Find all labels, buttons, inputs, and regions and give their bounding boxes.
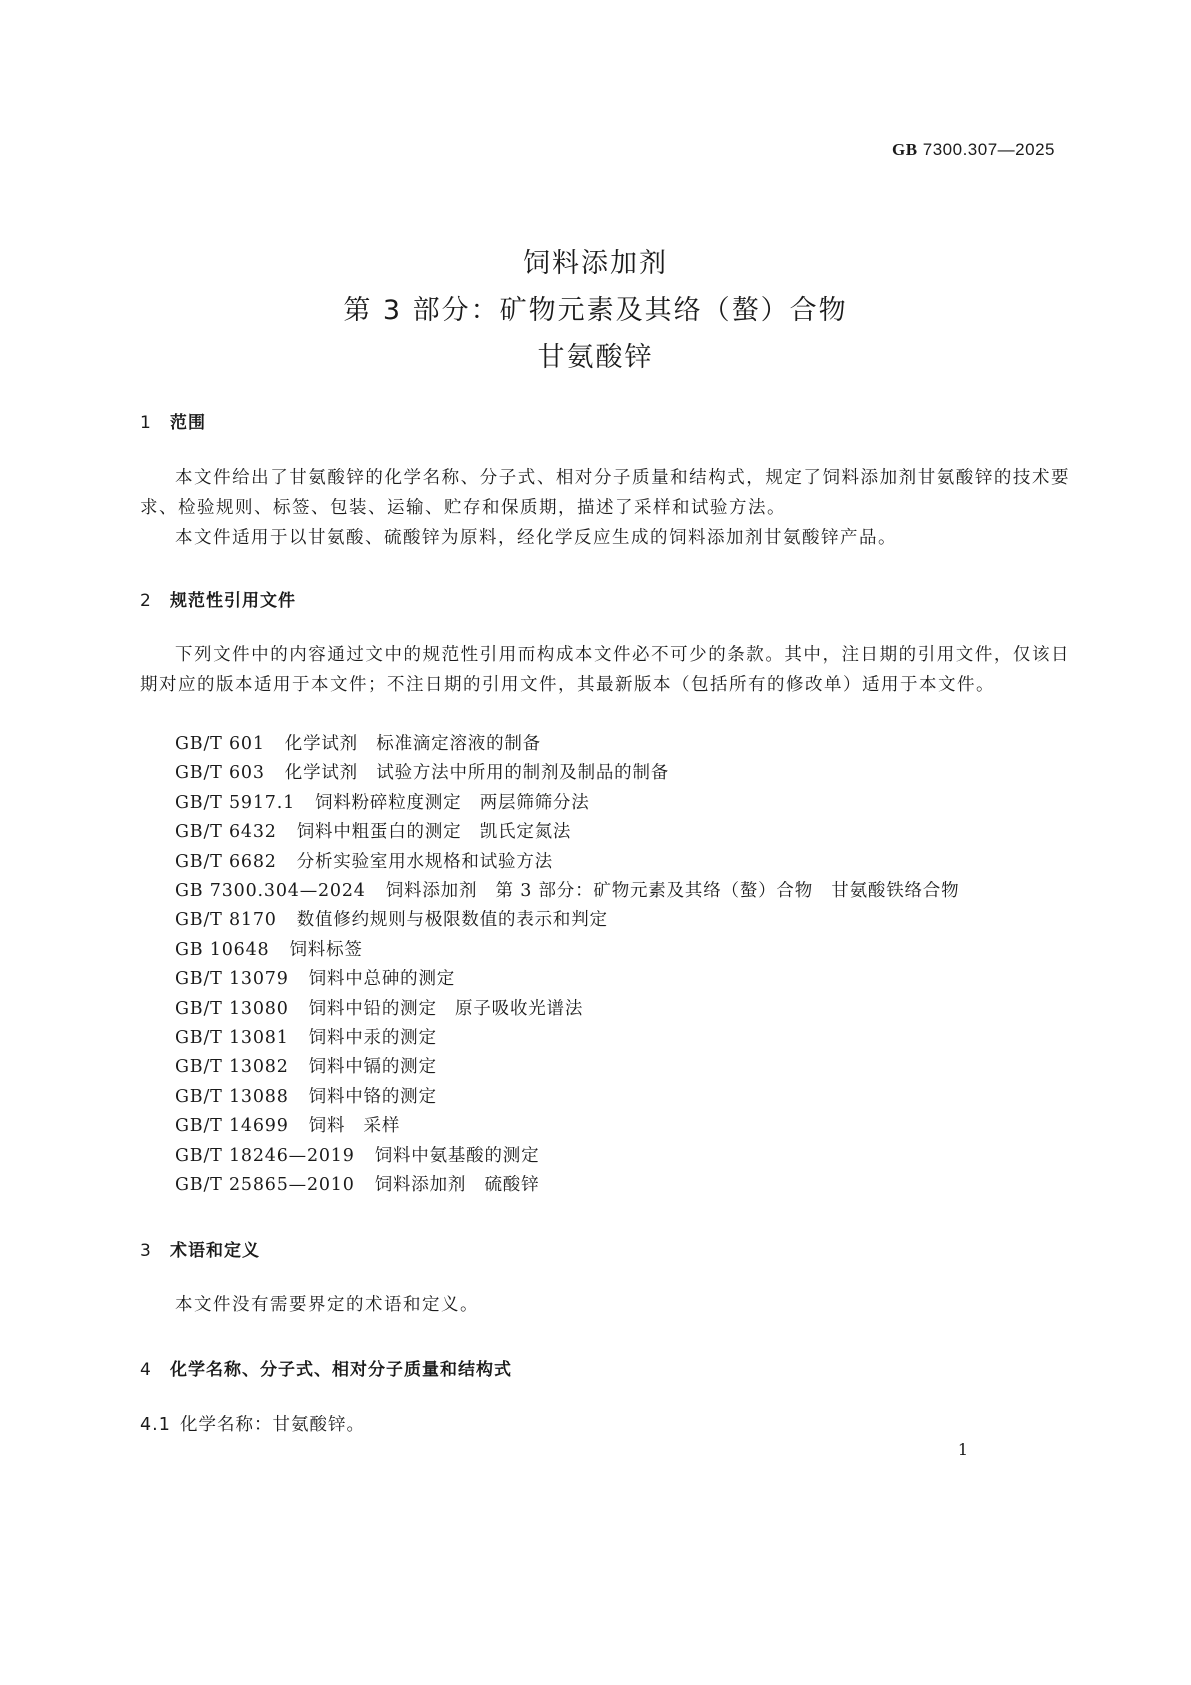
- terms-paragraph: 本文件没有需要界定的术语和定义。: [175, 1295, 479, 1315]
- reference-code: GB/T 6432: [175, 822, 277, 843]
- reference-title: 饲料添加剂 第 3 部分：矿物元素及其络（螯）合物 甘氨酸铁络合物: [385, 881, 960, 902]
- section-number: 3: [140, 1241, 152, 1261]
- reference-item: [175, 965, 959, 994]
- reference-item: [175, 759, 959, 788]
- reference-item: [175, 1024, 959, 1053]
- reference-item: [175, 1083, 959, 1112]
- page-number: 1: [957, 1440, 968, 1459]
- reference-item: [175, 1053, 959, 1082]
- reference-code: GB/T 13080: [175, 998, 289, 1019]
- reference-item: [175, 906, 959, 935]
- section-2-heading: [140, 586, 296, 611]
- standard-prefix: GB: [891, 140, 918, 159]
- reference-code: GB 10648: [175, 939, 270, 960]
- section-number: 4: [140, 1360, 152, 1380]
- standard-number: [892, 140, 1055, 160]
- reference-title: 数值修约规则与极限数值的表示和判定: [296, 910, 608, 931]
- reference-title: 饲料粉碎粒度测定 两层筛筛分法: [315, 792, 590, 813]
- reference-item: [175, 848, 959, 877]
- reference-title: 分析实验室用水规格和试验方法: [296, 851, 553, 872]
- reference-item: [175, 818, 959, 847]
- reference-item: [175, 995, 959, 1024]
- reference-title: 化学试剂 试验方法中所用的制剂及制品的制备: [284, 763, 670, 784]
- reference-code: GB/T 13088: [175, 1086, 289, 1107]
- reference-title: 饲料中汞的测定: [308, 1028, 437, 1049]
- title-line-1: 饲料添加剂: [523, 248, 668, 279]
- reference-title: 饲料中总砷的测定: [308, 969, 456, 990]
- reference-item: [175, 877, 959, 906]
- scope-paragraph-2: 本文件适用于以甘氨酸、硫酸锌为原料，经化学反应生成的饲料添加剂甘氨酸锌产品。: [175, 528, 897, 548]
- title-line-2: 第 3 部分：矿物元素及其络（螯）合物: [343, 295, 848, 326]
- document-title: [0, 240, 1191, 381]
- reference-title: 化学试剂 标准滴定溶液的制备: [284, 734, 541, 754]
- reference-title: 饲料中镉的测定: [308, 1057, 437, 1078]
- section-title: 范围: [170, 413, 206, 433]
- reference-code: GB/T 5917.1: [175, 792, 296, 813]
- reference-item: [175, 789, 959, 818]
- reference-code: GB/T 603: [175, 763, 265, 784]
- section-1-heading: [140, 408, 206, 433]
- reference-code: GB/T 14699: [175, 1116, 289, 1137]
- reference-code: GB/T 601: [175, 734, 265, 754]
- reference-code: GB/T 25865—2010: [175, 1175, 355, 1196]
- reference-code: GB/T 18246—2019: [175, 1145, 355, 1166]
- reference-title: 饲料中铅的测定 原子吸收光谱法: [308, 998, 584, 1019]
- scope-paragraph-1: 本文件给出了甘氨酸锌的化学名称、分子式、相对分子质量和结构式，规定了饲料添加剂甘氨酸锌的技术要求、检验规则、标签、包装、运输、贮存和保质期，描述了采样和试验方法。: [140, 468, 1070, 518]
- section-number: 2: [140, 591, 152, 611]
- reference-code: GB/T 13079: [175, 969, 289, 990]
- reference-item: [175, 1142, 959, 1171]
- reference-title: 饲料标签: [289, 939, 363, 960]
- reference-title: 饲料中粗蛋白的测定 凯氏定氮法: [296, 822, 572, 843]
- reference-item: [175, 1112, 959, 1141]
- reference-code: GB 7300.304—2024: [175, 881, 366, 902]
- reference-list: [175, 730, 959, 1201]
- section-title: 术语和定义: [170, 1241, 260, 1261]
- clause-4-1: [140, 1411, 365, 1436]
- section-title: 化学名称、分子式、相对分子质量和结构式: [170, 1360, 512, 1380]
- section-3-heading: [140, 1236, 260, 1261]
- reference-item: [175, 730, 959, 759]
- standard-code: 7300.307—2025: [922, 140, 1055, 159]
- clause-number: 4.1: [140, 1415, 171, 1435]
- reference-title: 饲料中铬的测定: [308, 1086, 437, 1107]
- clause-text: 化学名称：甘氨酸锌。: [180, 1415, 365, 1435]
- title-line-3: 甘氨酸锌: [537, 342, 654, 373]
- section-4-heading: [140, 1355, 512, 1380]
- reference-title: 饲料中氨基酸的测定: [374, 1145, 540, 1166]
- section-number: 1: [140, 413, 152, 433]
- normative-refs-intro: 下列文件中的内容通过文中的规范性引用而构成本文件必不可少的条款。其中，注日期的引用文件，仅该日期对应的版本适用于本文件；不注日期的引用文件，其最新版本（包括所有的修改单）适用于本文件。: [140, 645, 1070, 695]
- reference-item: [175, 936, 959, 965]
- reference-code: GB/T 8170: [175, 910, 277, 931]
- reference-code: GB/T 6682: [175, 851, 277, 872]
- reference-item: [175, 1171, 959, 1200]
- reference-code: GB/T 13081: [175, 1028, 289, 1049]
- reference-title: 饲料 采样: [308, 1116, 401, 1137]
- reference-code: GB/T 13082: [175, 1057, 289, 1078]
- section-title: 规范性引用文件: [170, 591, 296, 611]
- reference-title: 饲料添加剂 硫酸锌: [374, 1175, 540, 1196]
